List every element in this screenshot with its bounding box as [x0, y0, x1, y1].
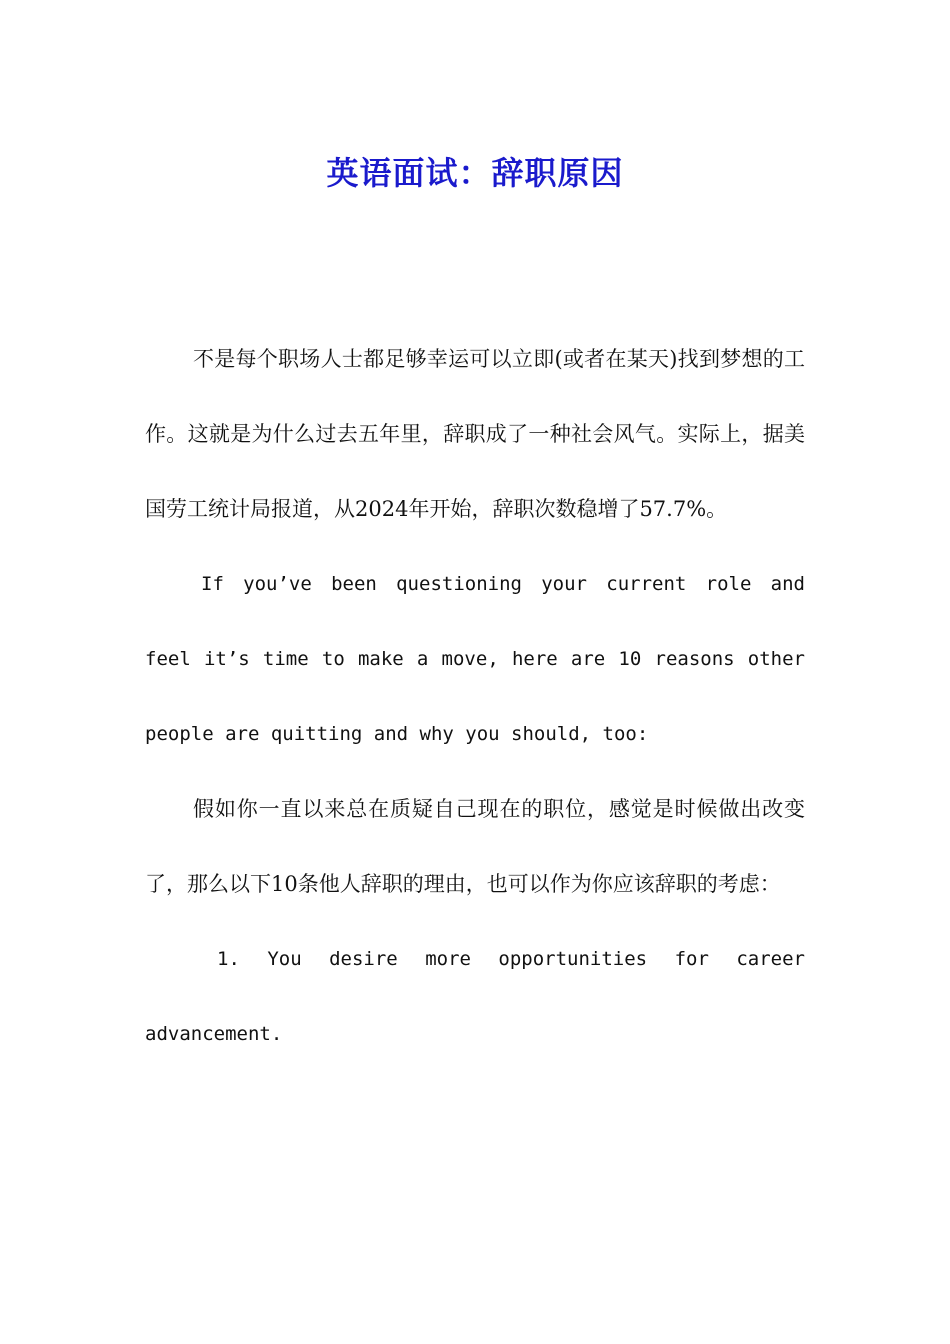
list-item-reason-1: 1. You desire more opportunities for career advancement.: [145, 948, 805, 1045]
document-body: [145, 322, 805, 1072]
paragraph-chinese-reasons: 假如你一直以来总在质疑自己现在的职位，感觉是时候做出改变了，那么以下10条他人辞职的理由，也可以作为你应该辞职的考虑：: [145, 797, 805, 896]
document-title: 英语面试：辞职原因: [326, 154, 624, 193]
paragraph-english-reasons: If you’ve been questioning your current role and feel it’s time to make a move, here are 10 reasons other people are quitting and why you should, too:: [145, 573, 805, 745]
paragraph-intro-chinese: 不是每个职场人士都足够幸运可以立即(或者在某天)找到梦想的工作。这就是为什么过去五年里，辞职成了一种社会风气。实际上，据美国劳工统计局报道，从2024年开始，辞职次数稳增了57.7%。: [145, 347, 805, 521]
